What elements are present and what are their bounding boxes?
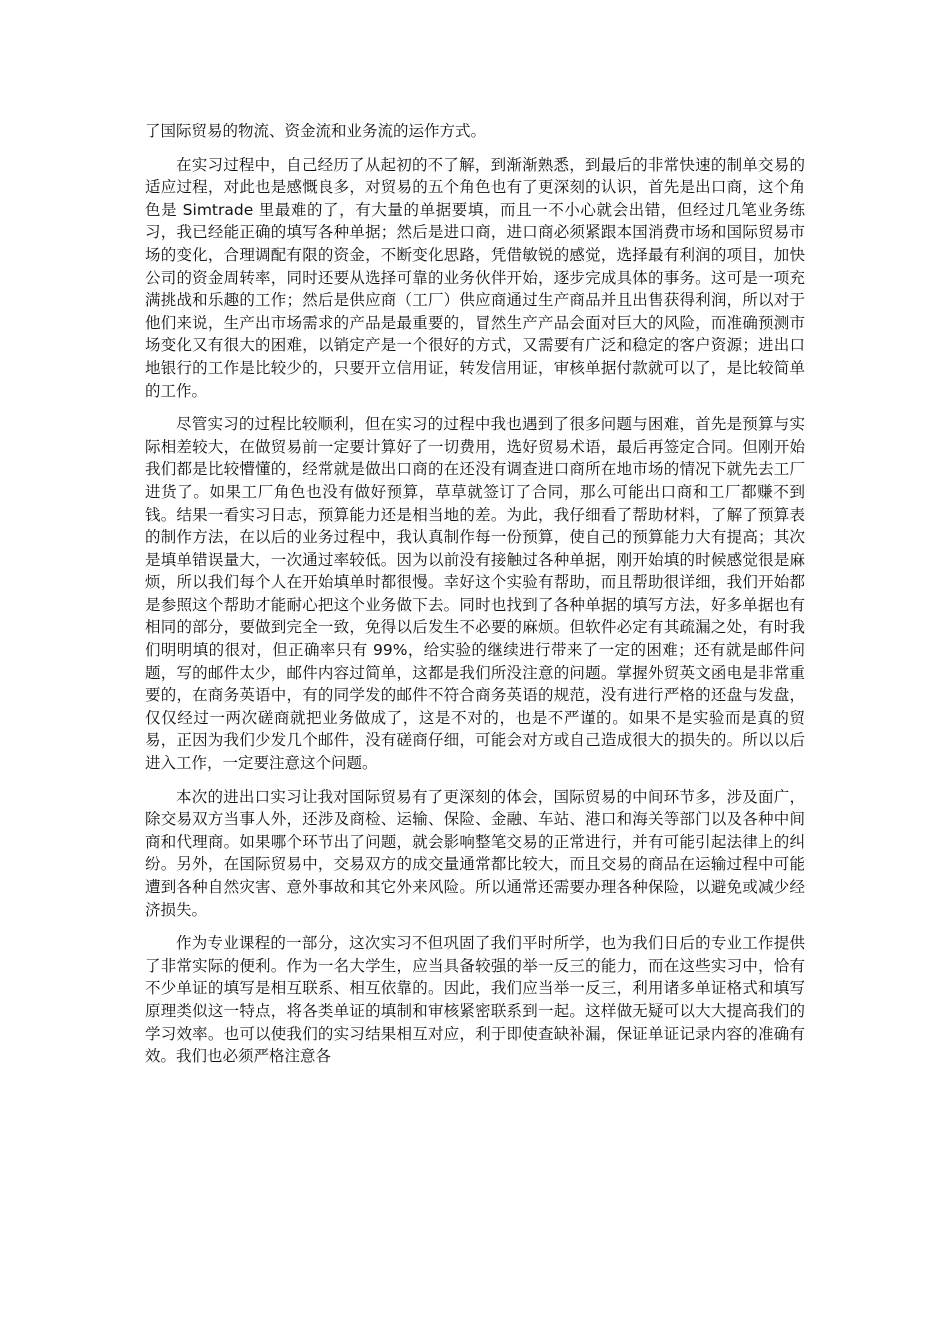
paragraph-trade-insight: 本次的进出口实习让我对国际贸易有了更深刻的体会，国际贸易的中间环节多，涉及面广，除交易双方当事人外，还涉及商检、运输、保险、金融、车站、港口和海关等部门以及各种中间商和代理商。如果哪个环节出了问题，就会影响整笔交易的正常进行，并有可能引起法律上的纠纷。另外，在国际贸易中，交易双方的成交量通常都比较大，而且交易的商品在运输过程中可能遭到各种自然灾害、意外事故和其它外来风险。所以通常还需要办理各种保险，以避免或减少经济损失。 bbox=[145, 787, 805, 919]
paragraph-internship-roles: 在实习过程中，自己经历了从起初的不了解，到渐渐熟悉，到最后的非常快速的制单交易的适应过程，对此也是感慨良多，对贸易的五个角色也有了更深刻的认识，首先是出口商，这个角色是 Simtrade 里最难的了，有大量的单据要填，而且一不小心就会出错，但经过几笔业务练习，我已经能正确的填写各种单据；然后是进口商，进口商必须紧跟本国消费市场和国际贸易市场的变化，合理调配有限的资金，不断变化思路，凭借敏锐的感觉，选择最有利润的项目，加快公司的资金周转率，同时还要从选择可靠的业务伙伴开始，逐步完成具体的事务。这可是一项充满挑战和乐趣的工作；然后是供应商（工厂）供应商通过生产商品并且出售获得利润，所以对于他们来说，生产出市场需求的产品是最重要的，冒然生产产品会面对巨大的风险，而准确预测市场变化又有很大的困难，以销定产是一个很好的方式，又需要有广泛和稳定的客户资源；进出口地银行的工作是比较少的，只要开立信用证，转发信用证，审核单据付款就可以了，是比较简单的工作。 bbox=[145, 155, 805, 400]
paragraph-problems-difficulties: 尽管实习的过程比较顺利，但在实习的过程中我也遇到了很多问题与困难，首先是预算与实际相差较大，在做贸易前一定要计算好了一切费用，选好贸易术语，最后再签定合同。但刚开始我们都是比较懵懂的，经常就是做出口商的在还没有调查进口商所在地市场的情况下就先去工厂进货了。如果工厂角色也没有做好预算，草草就签订了合同，那么可能出口商和工厂都赚不到钱。结果一看实习日志，预算能力还是相当地的差。为此，我仔细看了帮助材料，了解了预算表的制作方法，在以后的业务过程中，我认真制作每一份预算，使自己的预算能力大有提高；其次是填单错误量大，一次通过率较低。因为以前没有接触过各种单据，刚开始填的时候感觉很是麻烦，所以我们每个人在开始填单时都很慢。幸好这个实验有帮助，而且帮助很详细，我们开始都是参照这个帮助才能耐心把这个业务做下去。同时也找到了各种单据的填写方法，好多单据也有相同的部分，要做到完全一致，免得以后发生不必要的麻烦。但软件必定有其疏漏之处，有时我们明明填的很对，但正确率只有 99%，给实验的继续进行带来了一定的困难；还有就是邮件问题，写的邮件太少，邮件内容过简单，这都是我们所没注意的问题。掌握外贸英文函电是非常重要的，在商务英语中，有的同学发的邮件不符合商务英语的规范，没有进行严格的还盘与发盘，仅仅经过一两次磋商就把业务做成了，这是不对的，也是不严谨的。如果不是实验而是真的贸易，正因为我们少发几个邮件，没有磋商仔细，可能会对方或自己造成很大的损失的。所以以后进入工作，一定要注意这个问题。 bbox=[145, 415, 805, 773]
paragraph-continuation: 了国际贸易的物流、资金流和业务流的运作方式。 bbox=[145, 122, 487, 140]
document-body bbox=[145, 120, 805, 1079]
paragraph-course-value: 作为专业课程的一部分，这次实习不但巩固了我们平时所学，也为我们日后的专业工作提供了非常实际的便利。作为一名大学生，应当具备较强的举一反三的能力，而在这些实习中，恰有不少单证的填写是相互联系、相互依靠的。因此，我们应当举一反三，利用诸多单证格式和填写原理类似这一特点，将各类单证的填制和审核紧密联系到一起。这样做无疑可以大大提高我们的学习效率。也可以使我们的实习结果相互对应，利于即使查缺补漏，保证单证记录内容的准确有效。我们也必须严格注意各 bbox=[145, 934, 805, 1066]
